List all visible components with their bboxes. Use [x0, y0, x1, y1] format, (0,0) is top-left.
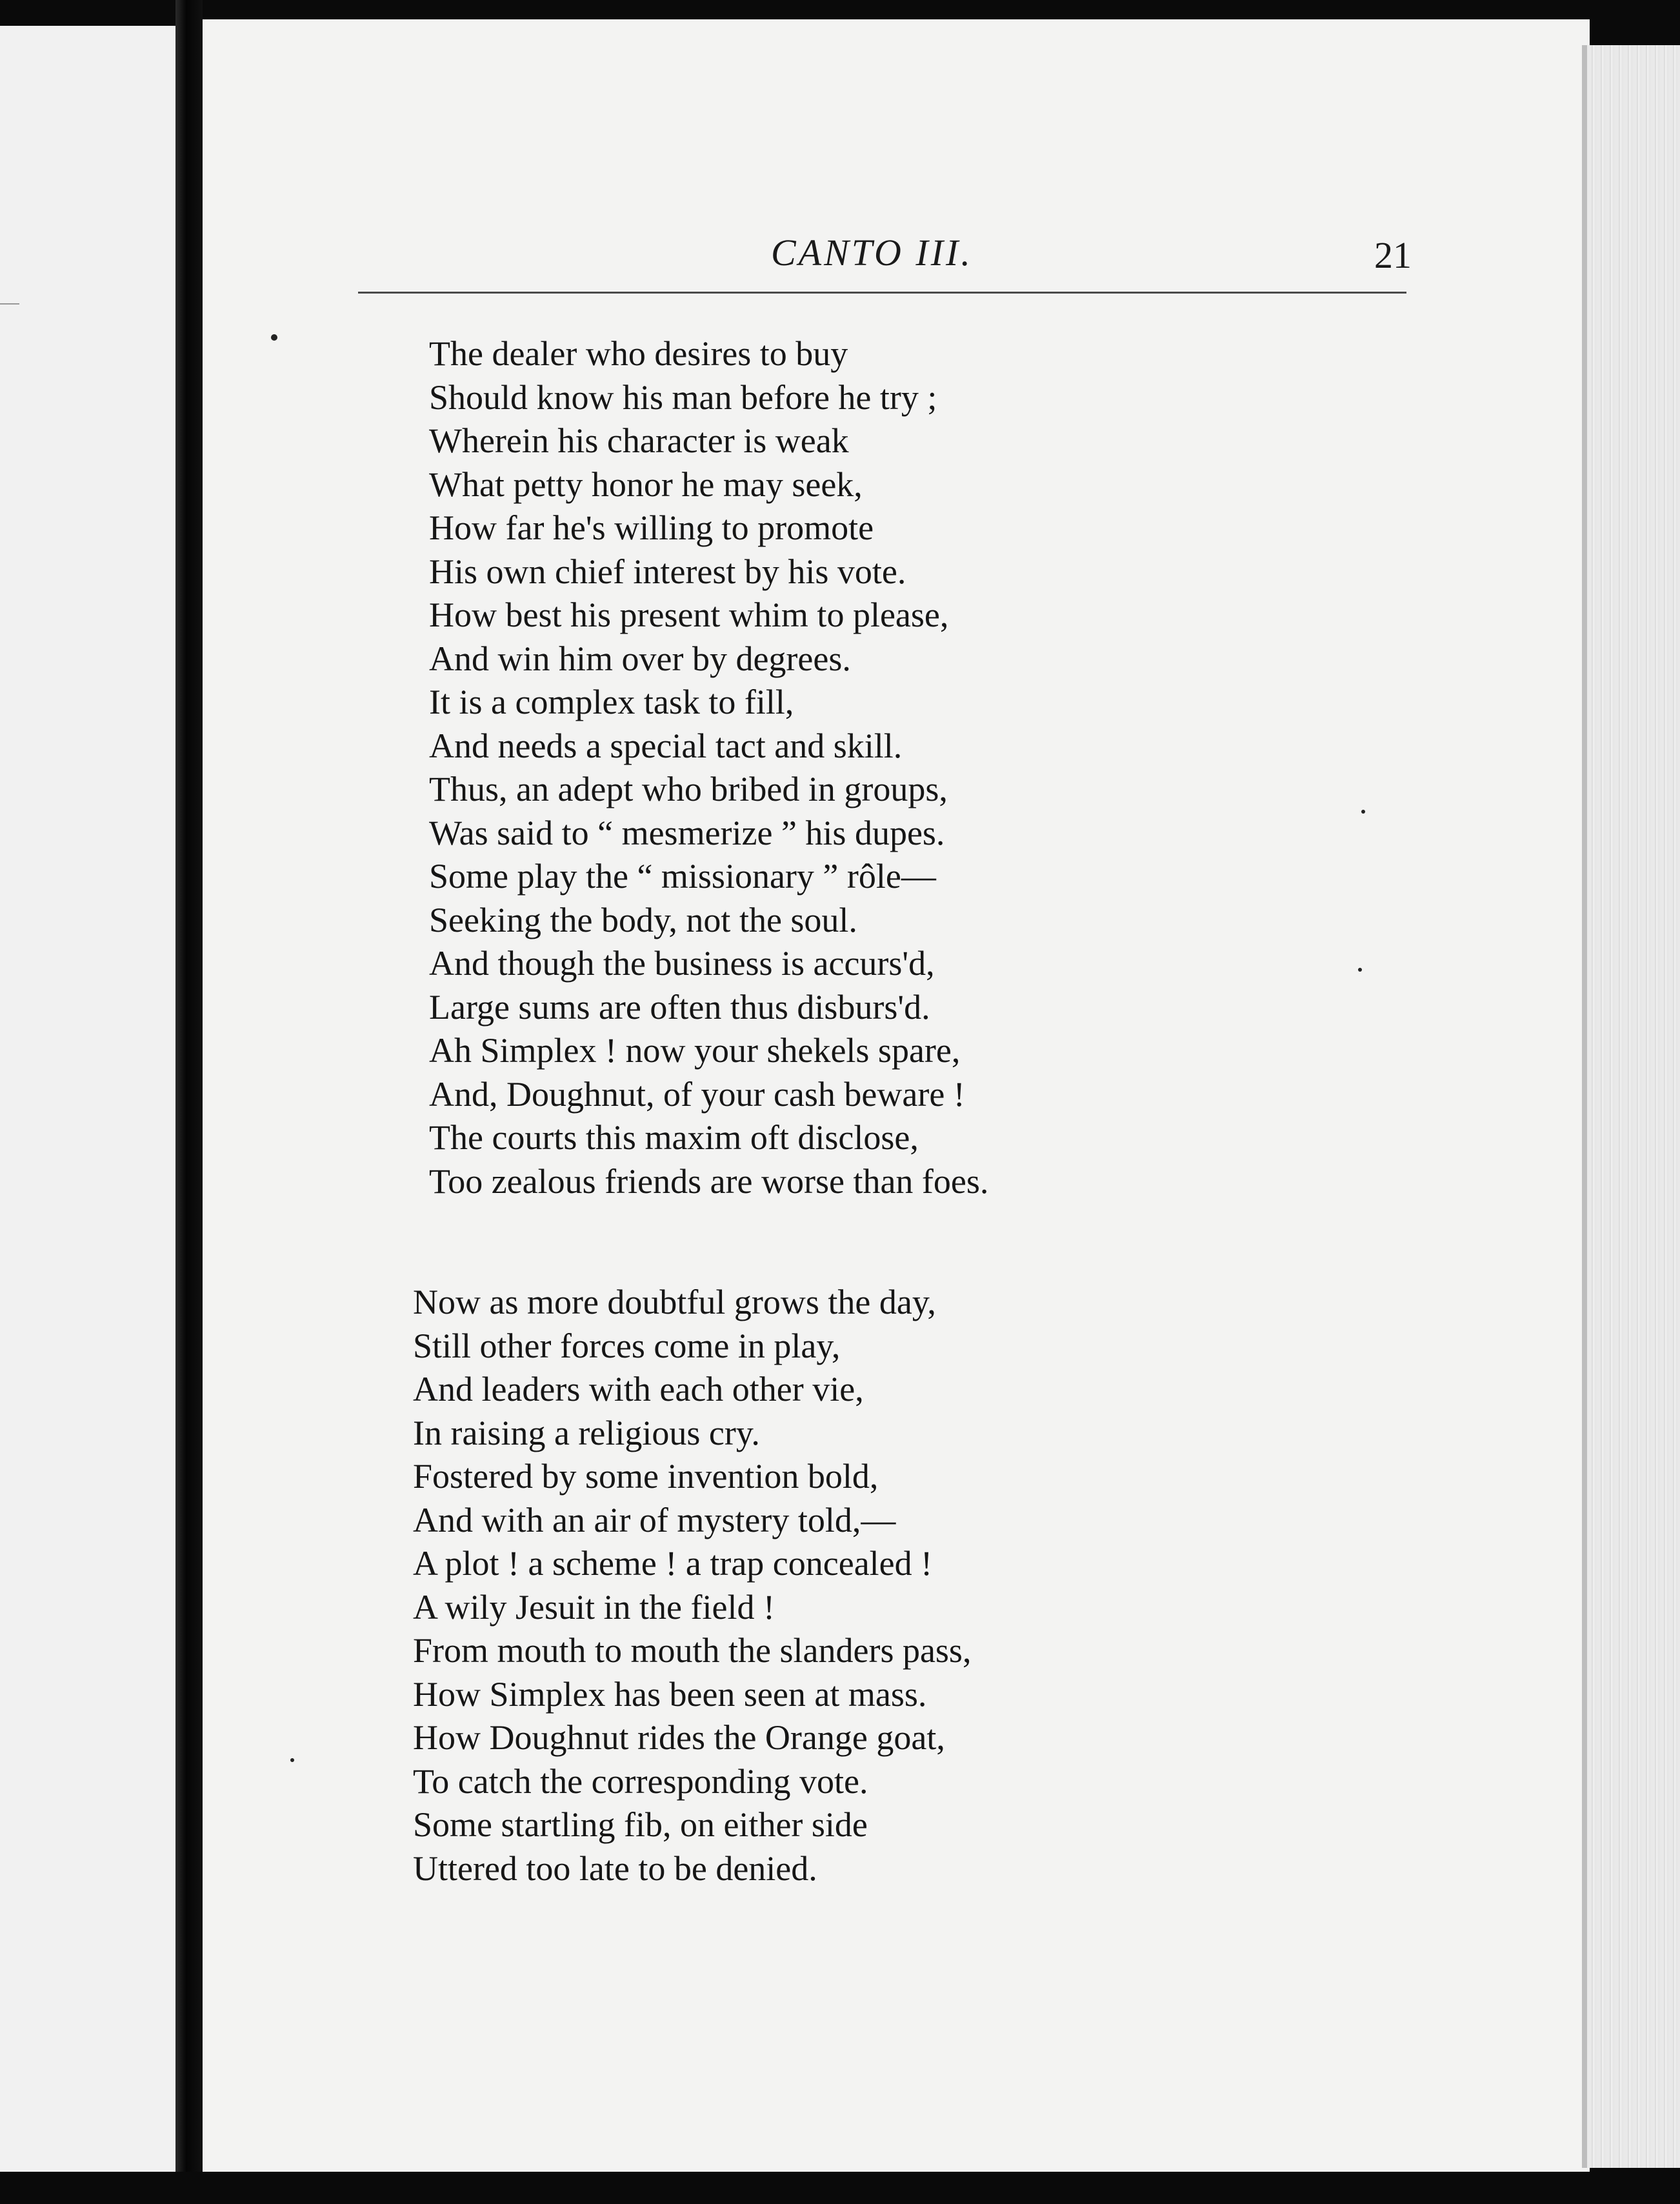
verse-line: Now as more doubtful grows the day,	[413, 1283, 936, 1321]
verse-line: Some startling fib, on either side	[413, 1805, 868, 1844]
verse-line: How best his present whim to please,	[429, 596, 949, 634]
verse-line: Uttered too late to be denied.	[413, 1848, 817, 1888]
verse-line: From mouth to mouth the slanders pass,	[413, 1631, 972, 1670]
verse-line: Still other forces come in play,	[413, 1326, 841, 1365]
verse-line: In raising a religious cry.	[413, 1413, 760, 1452]
verse-line: How Simplex has been seen at mass.	[413, 1674, 927, 1714]
scan-border	[0, 2172, 1680, 2204]
verse-line: A wily Jesuit in the field !	[413, 1587, 775, 1627]
ink-speck	[290, 1758, 294, 1762]
verse-line: Seeking the body, not the soul.	[429, 900, 857, 939]
page-edges	[1587, 45, 1680, 2168]
verse-line: Large sums are often thus disburs'd.	[429, 987, 930, 1027]
verse-line: And though the business is accurs'd,	[429, 944, 935, 983]
verse-line: And needs a special tact and skill.	[429, 726, 903, 765]
verse-line: Fostered by some invention bold,	[413, 1457, 879, 1496]
book-spine	[175, 0, 203, 2204]
stanza-2	[413, 1281, 971, 1890]
verse-line: And win him over by degrees.	[429, 639, 851, 678]
verse-line: How far he's willing to promote	[429, 508, 874, 547]
verse-line: A plot ! a scheme ! a trap concealed !	[413, 1544, 933, 1583]
verse-line: And with an air of mystery told,—	[413, 1500, 896, 1539]
verse-line: Should know his man before he try ;	[429, 377, 937, 417]
verse-line: Too zealous friends are worse than foes.	[429, 1161, 989, 1201]
running-head: CANTO III.	[771, 232, 973, 274]
verse-line: Thus, an adept who bribed in groups,	[429, 770, 948, 808]
verse-line: Was said to “ mesmerize ” his dupes.	[429, 813, 945, 852]
verse-line: And, Doughnut, of your cash beware !	[429, 1074, 965, 1114]
verse-line: His own chief interest by his vote.	[429, 552, 906, 591]
left-page-rule	[0, 303, 19, 305]
page-number: 21	[1374, 234, 1412, 276]
verse-line: Wherein his character is weak	[429, 421, 849, 460]
header-rule	[358, 292, 1406, 294]
ink-speck	[1361, 810, 1365, 814]
verse-line: It is a complex task to fill,	[429, 683, 794, 721]
verse-line: What petty honor he may seek,	[429, 465, 863, 504]
verse-line: Some play the “ missionary ” rôle—	[429, 857, 936, 896]
verse-line: The courts this maxim oft disclose,	[429, 1118, 919, 1157]
left-facing-page	[0, 26, 181, 2174]
verse-line: The dealer who desires to buy	[429, 334, 848, 373]
verse-line: And leaders with each other vie,	[413, 1370, 864, 1408]
verse-line: How Doughnut rides the Orange goat,	[413, 1718, 945, 1757]
ink-speck	[271, 334, 277, 341]
verse-line: Ah Simplex ! now your shekels spare,	[429, 1031, 961, 1070]
verse-line: To catch the corresponding vote.	[413, 1761, 868, 1801]
stanza-1	[429, 332, 988, 1203]
ink-speck	[1358, 968, 1362, 972]
